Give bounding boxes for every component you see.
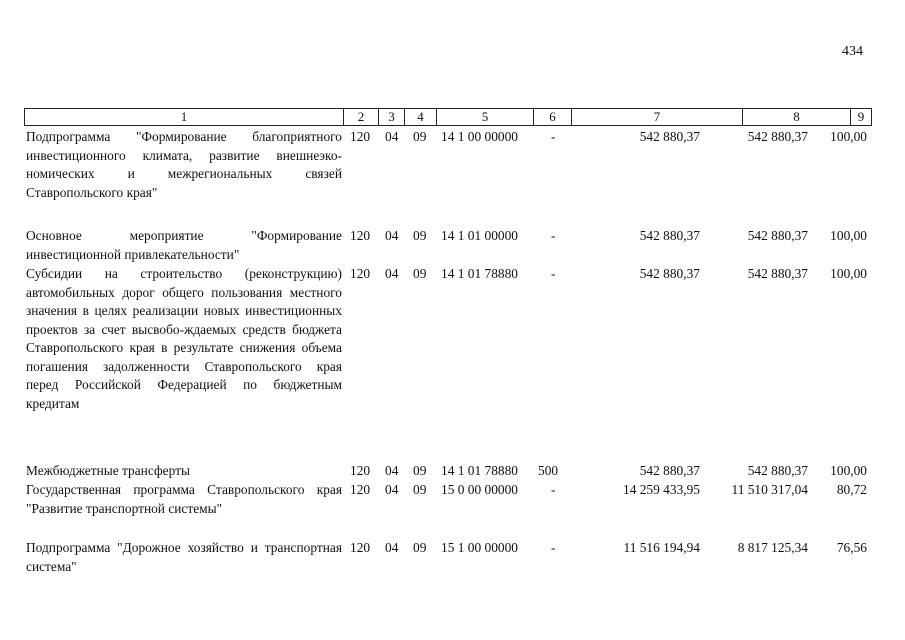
row-col-7: 542 880,37 (639, 463, 700, 478)
row-col-4: 09 (413, 482, 427, 497)
row-col-4: 09 (413, 228, 427, 243)
row-col-2: 120 (350, 540, 371, 555)
row-col-8: 542 880,37 (747, 129, 808, 144)
header-col-9: 9 (850, 109, 871, 125)
header-col-5: 5 (436, 109, 533, 125)
row-col-2: 120 (350, 228, 371, 243)
row-name: Межбюджетные трансферты (26, 463, 190, 478)
header-col-8: 8 (742, 109, 850, 125)
row-col-8: 542 880,37 (747, 228, 808, 243)
row-col-6: - (551, 129, 556, 144)
row-col-5: 14 1 01 00000 (441, 228, 518, 243)
row-name: Подпрограмма "Дорожное хозяйство и транспортная система" (26, 540, 342, 574)
page-number: 434 (842, 44, 863, 59)
row-col-7: 542 880,37 (639, 266, 700, 281)
row-col-8: 11 510 317,04 (731, 482, 808, 497)
row-col-9: 76,56 (836, 540, 867, 555)
row-col-3: 04 (385, 482, 399, 497)
row-col-7: 11 516 194,94 (623, 540, 700, 555)
row-col-3: 04 (385, 463, 399, 478)
row-col-6: - (551, 266, 556, 281)
row-col-8: 542 880,37 (747, 266, 808, 281)
row-col-8: 542 880,37 (747, 463, 808, 478)
header-col-3: 3 (378, 109, 404, 125)
row-col-4: 09 (413, 463, 427, 478)
row-name: Подпрограмма "Формирование благоприятного инвестиционного климата, развитие внешнеэко-номических и межрегиональных связей Ставропольского края" (26, 129, 342, 200)
row-name: Государственная программа Ставропольского края "Развитие транспортной системы" (26, 482, 342, 516)
row-col-2: 120 (350, 266, 371, 281)
row-col-6: - (551, 228, 556, 243)
row-col-4: 09 (413, 129, 427, 144)
header-col-7: 7 (571, 109, 742, 125)
header-col-1: 1 (180, 109, 188, 124)
row-col-2: 120 (350, 129, 371, 144)
header-col-6: 6 (533, 109, 571, 125)
row-col-6: 500 (538, 463, 559, 478)
row-col-5: 14 1 01 78880 (441, 463, 518, 478)
header-col-4: 4 (404, 109, 436, 125)
table-header (24, 108, 872, 126)
row-col-4: 09 (413, 540, 427, 555)
row-col-3: 04 (385, 266, 399, 281)
row-name: Основное мероприятие "Формирование инвестиционной привлекательности" (26, 228, 342, 262)
row-col-6: - (551, 540, 556, 555)
row-col-7: 14 259 433,95 (623, 482, 700, 497)
row-col-2: 120 (350, 482, 371, 497)
row-col-2: 120 (350, 463, 371, 478)
row-col-5: 15 1 00 00000 (441, 540, 518, 555)
row-col-3: 04 (385, 228, 399, 243)
row-col-7: 542 880,37 (639, 228, 700, 243)
row-col-8: 8 817 125,34 (737, 540, 808, 555)
row-col-3: 04 (385, 129, 399, 144)
header-col-2: 2 (343, 109, 378, 125)
row-col-3: 04 (385, 540, 399, 555)
row-col-9: 100,00 (830, 266, 867, 281)
row-col-5: 15 0 00 00000 (441, 482, 518, 497)
row-col-9: 100,00 (830, 463, 867, 478)
row-col-7: 542 880,37 (639, 129, 700, 144)
row-col-5: 14 1 01 78880 (441, 266, 518, 281)
row-col-4: 09 (413, 266, 427, 281)
row-col-5: 14 1 00 00000 (441, 129, 518, 144)
row-col-9: 80,72 (836, 482, 867, 497)
row-col-6: - (551, 482, 556, 497)
row-col-9: 100,00 (830, 129, 867, 144)
row-col-9: 100,00 (830, 228, 867, 243)
row-name: Субсидии на строительство (реконструкцию) автомобильных дорог общего пользования местного значения в целях реализации новых инвестиционных проектов за счет высвобо-ждаемых средств бюджета Ставропольского края в результате снижения объема погашения задолженности Ставропольского края перед Российской Федерацией по бюджетным кредитам (26, 266, 342, 411)
